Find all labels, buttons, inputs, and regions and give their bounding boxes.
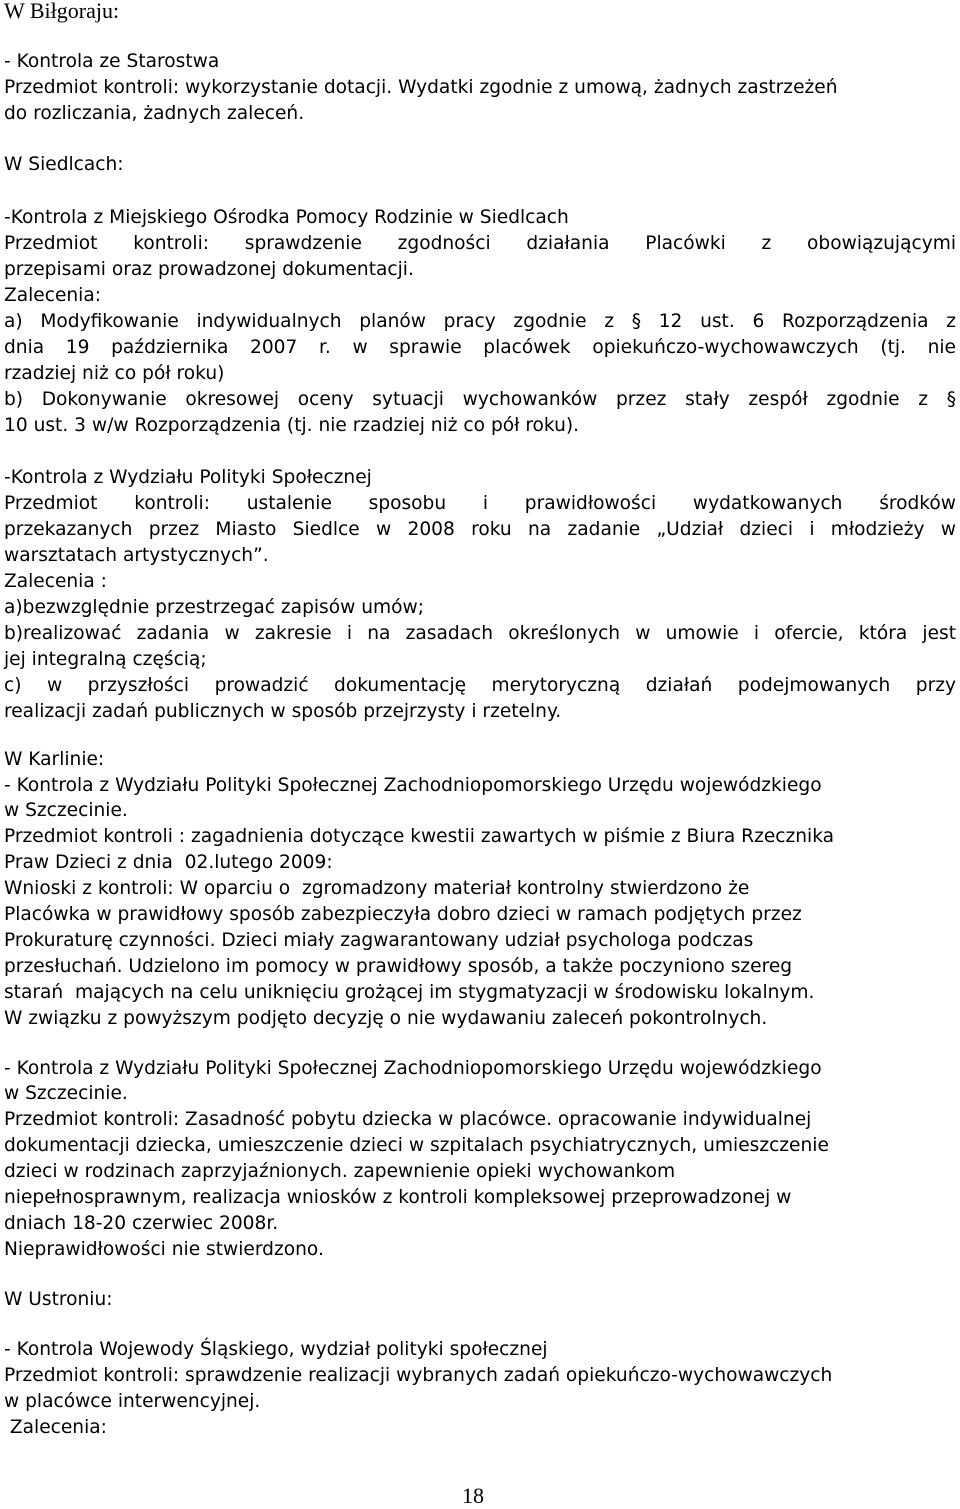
text-line: dniach 18-20 czerwiec 2008r. xyxy=(4,1213,279,1234)
text-line: 10 ust. 3 w/w Rozporządzenia (tj. nie rzadziej niż co pół roku). xyxy=(4,415,580,436)
text-line: w Szczecinie. xyxy=(4,1083,128,1104)
text-line: Przedmiot kontroli: sprawdzenie zgodności działania Placówki z obowiązującymi xyxy=(4,233,956,254)
heading-ustron: W Ustroniu: xyxy=(4,1289,113,1310)
text-line: Przedmiot kontroli: ustalenie sposobu i prawidłowości wydatkowanych środków xyxy=(4,493,956,514)
text-line: w Szczecinie. xyxy=(4,800,128,821)
heading-karlino: W Karlinie: xyxy=(4,749,105,770)
text-line: -Kontrola z Miejskiego Ośrodka Pomocy Rodzinie w Siedlcach xyxy=(4,207,569,228)
text-line: dzieci w rodzinach zaprzyjaźnionych. zapewnienie opieki wychowankom xyxy=(4,1161,676,1182)
text-line: -Kontrola z Wydziału Polityki Społecznej xyxy=(4,467,372,488)
text-line: - Kontrola z Wydziału Polityki Społecznej Zachodniopomorskiego Urzędu wojewódzkiego xyxy=(4,775,822,796)
text-line: Przedmiot kontroli: sprawdzenie realizacji wybranych zadań opiekuńczo-wychowawczych xyxy=(4,1365,833,1386)
text-line: jej integralną częścią; xyxy=(4,649,207,670)
text-line: do rozliczania, żadnych zaleceń. xyxy=(4,103,305,124)
recommendations-label: Zalecenia : xyxy=(4,571,107,592)
text-line: Prokuraturę czynności. Dzieci miały zagwarantowany udział psychologa podczas xyxy=(4,930,754,951)
text-line: warsztatach artystycznych”. xyxy=(4,545,269,566)
text-line: - Kontrola z Wydziału Polityki Społecznej Zachodniopomorskiego Urzędu wojewódzkiego xyxy=(4,1058,822,1079)
page-number: 18 xyxy=(462,1483,484,1508)
heading-bilgoraj: W Biłgoraju: xyxy=(4,0,120,23)
text-line: przepisami oraz prowadzonej dokumentacji. xyxy=(4,259,414,280)
recommendations-label: Zalecenia: xyxy=(4,285,102,306)
text-line: realizacji zadań publicznych w sposób przejrzysty i rzetelny. xyxy=(4,701,562,722)
text-line: przekazanych przez Miasto Siedlce w 2008 roku na zadanie „Udział dzieci i młodzieży w xyxy=(4,519,956,540)
text-line: starań mających na celu uniknięciu grożącej im stygmatyzacji w środowisku lokalnym. xyxy=(4,982,815,1003)
recommendations-label: Zalecenia: xyxy=(4,1417,107,1438)
text-line: przesłuchań. Udzielono im pomocy w prawidłowy sposób, a także poczyniono szereg xyxy=(4,956,793,977)
text-line: dokumentacji dziecka, umieszczenie dzieci w szpitalach psychiatrycznych, umieszczenie xyxy=(4,1135,829,1156)
text-line: Nieprawidłowości nie stwierdzono. xyxy=(4,1239,324,1260)
text-line: Przedmiot kontroli: Zasadność pobytu dziecka w placówce. opracowanie indywidualnej xyxy=(4,1109,812,1130)
text-line: b)realizować zadania w zakresie i na zasadach określonych w umowie i ofercie, która jest xyxy=(4,623,956,644)
text-line: dnia 19 października 2007 r. w sprawie placówek opiekuńczo-wychowawczych (tj. nie xyxy=(4,337,956,358)
text-line: w placówce interwencyjnej. xyxy=(4,1391,261,1412)
text-line: - Kontrola ze Starostwa xyxy=(4,51,220,72)
text-line: Przedmiot kontroli : zagadnienia dotyczące kwestii zawartych w piśmie z Biura Rzecznika xyxy=(4,826,835,847)
text-line: - Kontrola Wojewody Śląskiego, wydział polityki społecznej xyxy=(4,1339,548,1360)
text-line: Praw Dzieci z dnia 02.lutego 2009: xyxy=(4,852,333,873)
text-line: c) w przyszłości prowadzić dokumentację merytoryczną działań podejmowanych przy xyxy=(4,675,956,696)
text-line: Przedmiot kontroli: wykorzystanie dotacji. Wydatki zgodnie z umową, żadnych zastrzeżeń xyxy=(4,77,838,98)
text-line: niepełnosprawnym, realizacja wniosków z kontroli kompleksowej przeprowadzonej w xyxy=(4,1187,792,1208)
text-line: rzadziej niż co pół roku) xyxy=(4,363,225,384)
text-line: Wnioski z kontroli: W oparciu o zgromadzony materiał kontrolny stwierdzono że xyxy=(4,878,750,899)
text-line: W związku z powyższym podjęto decyzję o nie wydawaniu zaleceń pokontrolnych. xyxy=(4,1008,768,1029)
text-line: Placówka w prawidłowy sposób zabezpieczyła dobro dzieci w ramach podjętych przez xyxy=(4,904,802,925)
text-line: a) Modyfikowanie indywidualnych planów pracy zgodnie z § 12 ust. 6 Rozporządzenia z xyxy=(4,311,956,332)
text-line: b) Dokonywanie okresowej oceny sytuacji wychowanków przez stały zespół zgodnie z § xyxy=(4,389,956,410)
heading-siedlce: W Siedlcach: xyxy=(4,154,124,175)
text-line: a)bezwzględnie przestrzegać zapisów umów; xyxy=(4,597,424,618)
